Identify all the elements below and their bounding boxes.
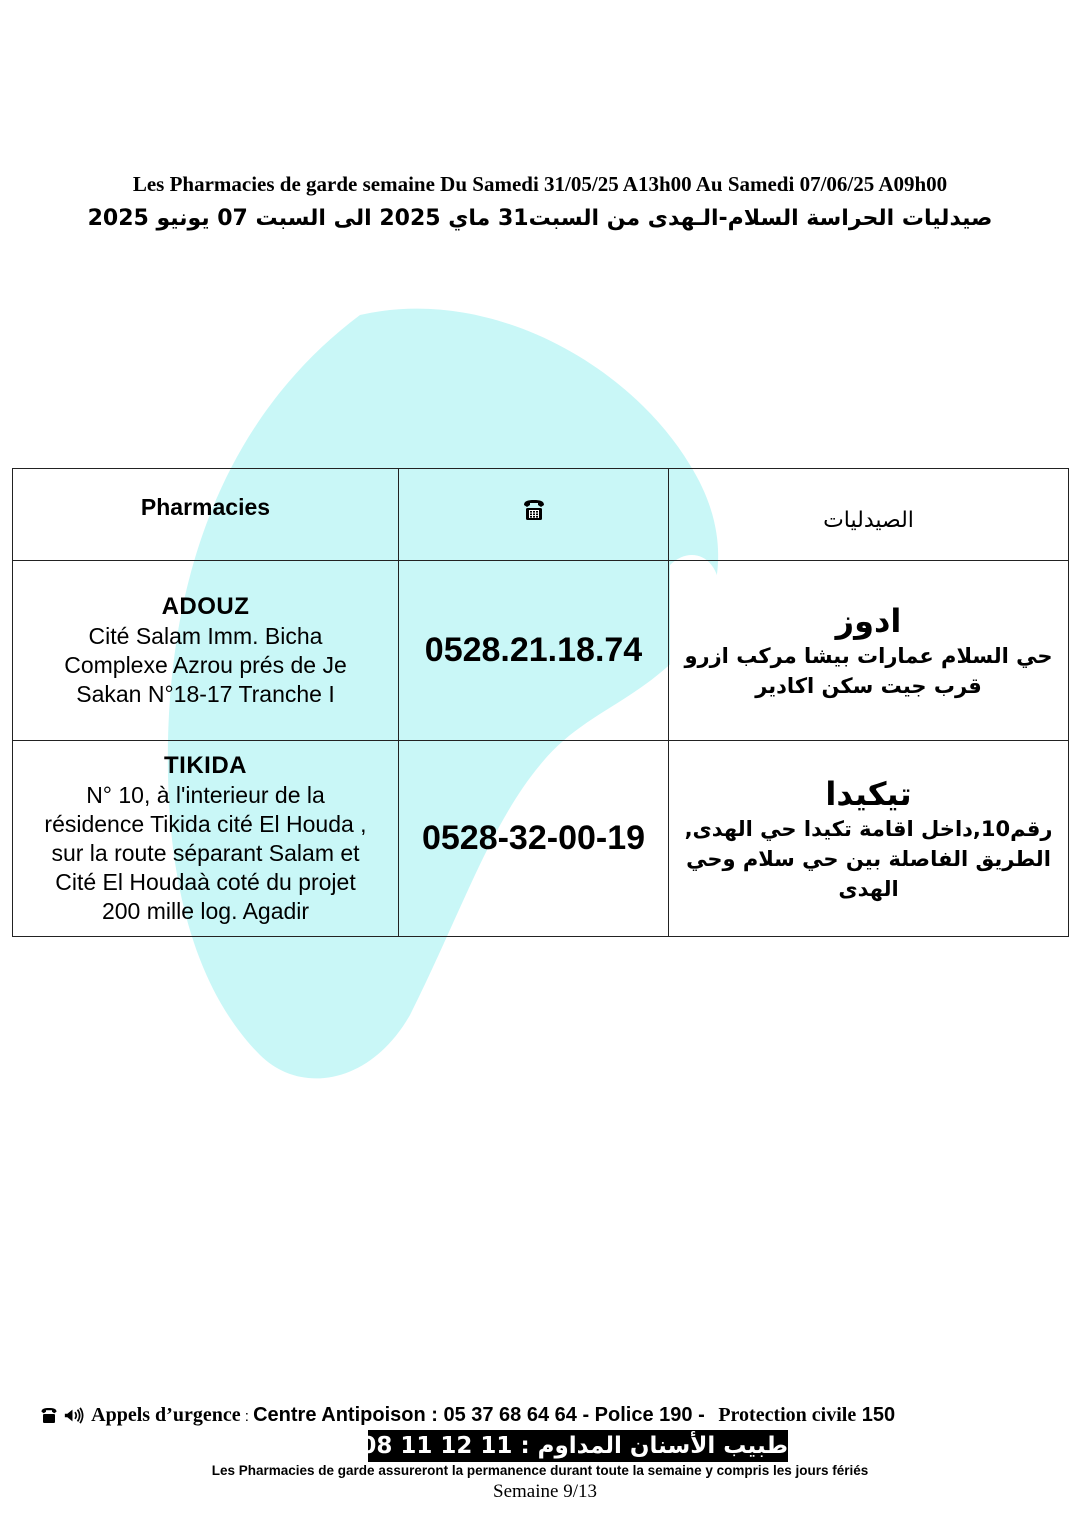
header-cell-ar (669, 469, 1069, 561)
page-title-ar: صيدليات الحراسة السلام-الـهدى من السبت31 ماي 2025 الى السبت 07 يونيو 2025 (87, 206, 993, 231)
telephone-icon (40, 1407, 58, 1424)
emergency-label: Appels d’urgence (91, 1404, 241, 1426)
pharmacy-address-ar-line: الهدى (838, 876, 899, 901)
pharmacy-fr-cell (13, 561, 399, 741)
header-pharmacies-ar: الصيدليات (823, 508, 914, 533)
pharmacy-phone: 0528-32-00-19 (421, 819, 646, 857)
telephone-icon (522, 499, 546, 521)
page-title-fr: Les Pharmacies de garde semaine Du Samedi 31/05/25 A13h00 Au Samedi 07/06/25 A09h00 (132, 172, 948, 196)
civil-protection-label: Protection civile (718, 1404, 857, 1426)
pharmacy-address-line: Complexe Azrou prés de Je (64, 652, 347, 678)
pharmacy-name-ar: ادوز (835, 601, 902, 640)
pharmacy-name-fr: TIKIDA (164, 752, 247, 779)
pharmacy-address-ar-line: قرب جيت سكن اكادير (755, 673, 982, 698)
pharmacy-phone: 0528.21.18.74 (424, 631, 643, 669)
emergency-line (40, 1404, 1040, 1427)
pharmacy-address-line: résidence Tikida cité El Houda , (44, 811, 367, 837)
header-pharmacies-fr: Pharmacies (140, 494, 271, 520)
table-header-row (13, 469, 1069, 561)
dentist-on-duty-bar: طبيب الأسنان المداوم : 11 12 11 08 06 (368, 1430, 788, 1462)
pharmacy-address-ar-line: رقم10,داخل اقامة تكيدا حي الهدى, (684, 816, 1053, 841)
pharmacy-address-line: Sakan N°18-17 Tranche I (76, 681, 335, 707)
civil-protection-number: 150 (861, 1404, 896, 1426)
pharmacy-address-ar-line: حي السلام عمارات بيشا مركب ازرو (684, 643, 1053, 668)
speaker-icon (64, 1407, 86, 1424)
pharmacy-ar-cell (669, 561, 1069, 741)
table-row (13, 741, 1069, 937)
header-cell-fr (13, 469, 399, 561)
emergency-separator: : (240, 1408, 254, 1425)
pharmacy-address-line: 200 mille log. Agadir (101, 898, 310, 924)
week-number: Semaine 9/13 (493, 1481, 597, 1502)
pharmacy-ar-cell (669, 741, 1069, 937)
pharmacy-fr-cell (13, 741, 399, 937)
pharmacy-name-ar: تيكيدا (825, 774, 912, 813)
pharmacy-name-fr: ADOUZ (161, 593, 250, 620)
pharmacy-address-ar-line: الطريق الفاصلة بين حي سلام وحي (686, 846, 1051, 871)
pharmacy-phone-cell (399, 561, 669, 741)
emergency-numbers: Centre Antipoison : 05 37 68 64 64 - Police 190 - (253, 1404, 705, 1426)
pharmacy-address-line: Cité El Houdaà coté du projet (55, 869, 356, 895)
pharmacy-address-line: N° 10, à l'interieur de la (86, 782, 325, 808)
pharmacies-table (12, 468, 1069, 937)
duty-notice: Les Pharmacies de garde assureront la permanence durant toute la semaine y compris les jours fériés (211, 1463, 869, 1478)
pharmacy-address-line: sur la route séparant Salam et (51, 840, 360, 866)
table-row (13, 561, 1069, 741)
header-cell-phone (399, 469, 669, 561)
pharmacy-address-line: Cité Salam Imm. Bicha (88, 623, 323, 649)
pharmacy-phone-cell (399, 741, 669, 937)
